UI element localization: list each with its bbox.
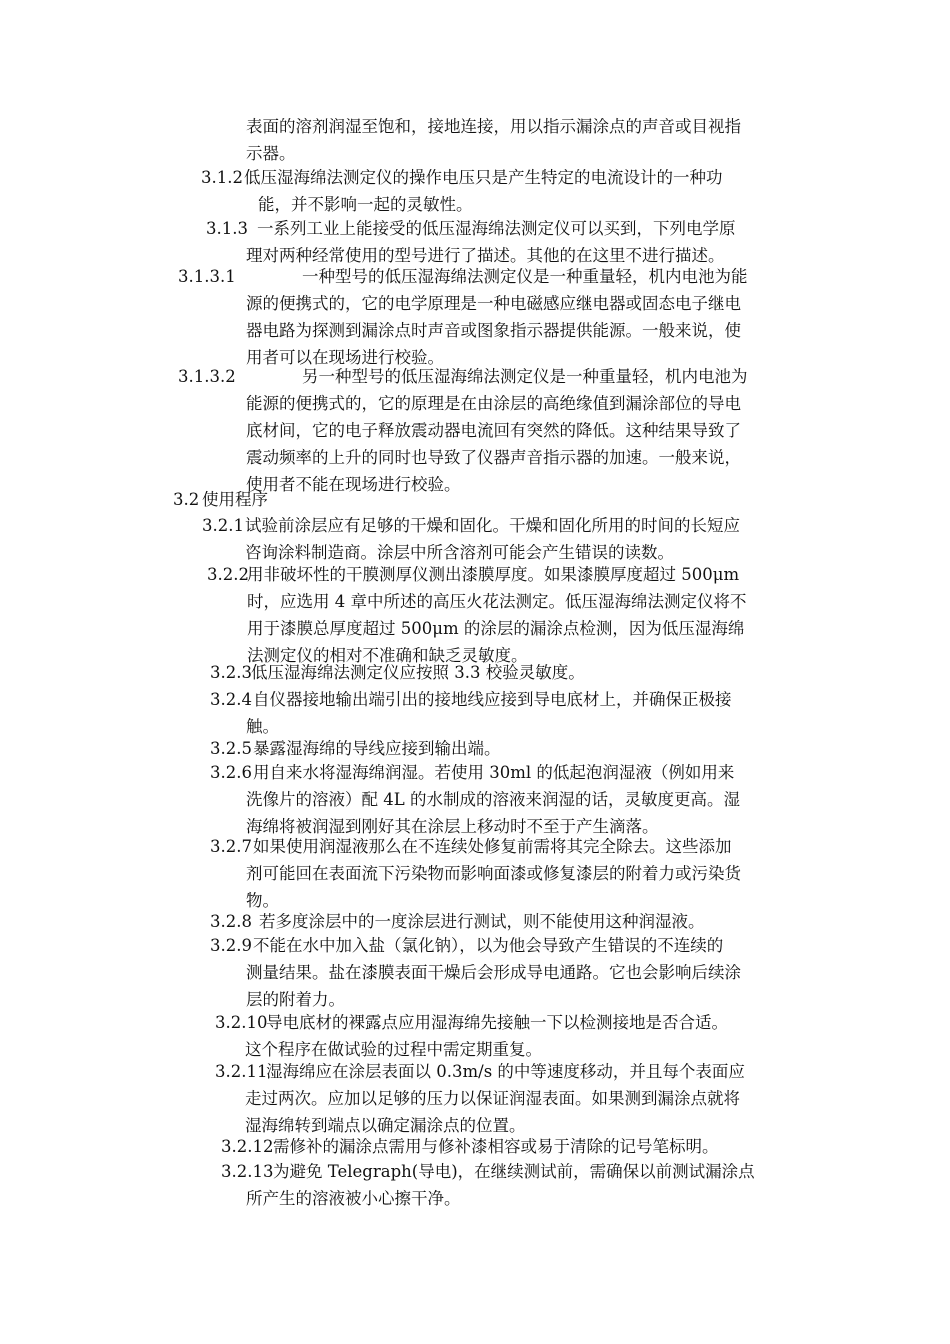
text-line: 法测定仪的相对不准确和缺乏灵敏度。	[247, 646, 528, 665]
text-line: 触。	[246, 717, 279, 736]
text-line: 用非破坏性的干膜测厚仪测出漆膜厚度。如果漆膜厚度超过 500μm	[247, 565, 740, 584]
text-line: 另一种型号的低压湿海绵法测定仪是一种重量轻，机内电池为	[302, 367, 748, 386]
text-line: 低压湿海绵法测定仪的操作电压只是产生特定的电流设计的一种功	[244, 168, 723, 187]
section-number: 3.2.6	[210, 763, 252, 782]
text-line: 理对两种经常使用的型号进行了描述。其他的在这里不进行描述。	[246, 246, 725, 265]
text-line: 一系列工业上能接受的低压湿海绵法测定仪可以买到，下列电学原	[257, 219, 736, 238]
text-line: 如果使用润湿液那么在不连续处修复前需将其完全除去。这些添加	[253, 837, 732, 856]
section-number: 3.2.2	[207, 565, 249, 584]
text-line: 咨询涂料制造商。涂层中所含溶剂可能会产生错误的读数。	[245, 543, 674, 562]
text-line: 底材间，它的电子释放震动器电流回有突然的降低。这种结果导致了	[246, 421, 741, 440]
section-number: 3.2.12	[221, 1137, 274, 1156]
text-line: 一种型号的低压湿海绵法测定仪是一种重量轻，机内电池为能	[302, 267, 748, 286]
text-line: 用者可以在现场进行校验。	[246, 348, 444, 367]
text-line: 用于漆膜总厚度超过 500μm 的涂层的漏涂点检测，因为低压湿海绵	[247, 619, 745, 638]
text-line: 低压湿海绵法测定仪应按照 3.3 校验灵敏度。	[251, 663, 585, 682]
section-title: 使用程序	[202, 490, 268, 509]
section-number: 3.2.3	[210, 663, 252, 682]
text-line: 表面的溶剂润湿至饱和，接地连接，用以指示漏涂点的声音或目视指	[246, 117, 741, 136]
section-number: 3.1.3	[206, 219, 248, 238]
text-line: 洗像片的溶液）配 4L 的水制成的溶液来润湿的话，灵敏度更高。湿	[246, 790, 740, 809]
section-number: 3.2.8	[210, 912, 252, 931]
text-line: 测量结果。盐在漆膜表面干燥后会形成导电通路。它也会影响后续涂	[246, 963, 741, 982]
section-number: 3.2	[173, 490, 200, 509]
text-line: 器电路为探测到漏涂点时声音或图象指示器提供能源。一般来说，使	[246, 321, 741, 340]
text-line: 需修补的漏涂点需用与修补漆相容或易于清除的记号笔标明。	[273, 1137, 719, 1156]
text-line: 海绵将被润湿到刚好其在涂层上移动时不至于产生滴落。	[246, 817, 659, 836]
section-number: 3.1.2	[201, 168, 243, 187]
section-number: 3.2.13	[221, 1162, 274, 1181]
text-line: 时，应选用 4 章中所述的高压火花法测定。低压湿海绵法测定仪将不	[247, 592, 747, 611]
text-line: 暴露湿海绵的导线应接到输出端。	[253, 739, 501, 758]
section-number: 3.2.1	[202, 516, 244, 535]
text-line: 物。	[246, 891, 279, 910]
text-line: 层的附着力。	[246, 990, 345, 1009]
text-line: 源的便携式的，它的电学原理是一种电磁感应继电器或固态电子继电	[246, 294, 741, 313]
text-line: 能源的便携式的，它的原理是在由涂层的高绝缘值到漏涂部位的导电	[246, 394, 741, 413]
text-line: 若多度涂层中的一度涂层进行测试，则不能使用这种润湿液。	[259, 912, 705, 931]
text-line: 自仪器接地输出端引出的接地线应接到导电底材上，并确保正极接	[253, 690, 732, 709]
section-number: 3.2.9	[210, 936, 252, 955]
section-number: 3.1.3.2	[178, 367, 236, 386]
section-number: 3.2.7	[210, 837, 252, 856]
section-number: 3.2.4	[210, 690, 252, 709]
text-line: 不能在水中加入盐（氯化钠），以为他会导致产生错误的不连续的	[253, 936, 724, 955]
text-line: 使用者不能在现场进行校验。	[246, 475, 461, 494]
text-line: 湿海绵转到端点以确定漏涂点的位置。	[245, 1116, 526, 1135]
section-number: 3.2.10	[215, 1013, 268, 1032]
text-line: 震动频率的上升的同时也导致了仪器声音指示器的加速。一般来说，	[246, 448, 741, 467]
text-line: 湿海绵应在涂层表面以 0.3m/s 的中等速度移动，并且每个表面应	[266, 1062, 745, 1081]
text-line: 示器。	[246, 144, 296, 163]
text-line: 为避免 Telegraph(导电)，在继续测试前，需确保以前测试漏涂点	[273, 1162, 755, 1181]
text-line: 用自来水将湿海绵润湿。若使用 30ml 的低起泡润湿液（例如用来	[253, 763, 735, 782]
section-number: 3.1.3.1	[178, 267, 236, 286]
text-line: 能，并不影响一起的灵敏性。	[258, 195, 473, 214]
text-line: 导电底材的裸露点应用湿海绵先接触一下以检测接地是否合适。	[266, 1013, 728, 1032]
text-line: 这个程序在做试验的过程中需定期重复。	[245, 1040, 542, 1059]
text-line: 所产生的溶液被小心擦干净。	[246, 1189, 461, 1208]
section-number: 3.2.11	[215, 1062, 268, 1081]
text-line: 试验前涂层应有足够的干燥和固化。干燥和固化所用的时间的长短应	[245, 516, 740, 535]
text-line: 走过两次。应加以足够的压力以保证润湿表面。如果测到漏涂点就将	[245, 1089, 740, 1108]
section-number: 3.2.5	[210, 739, 252, 758]
text-line: 剂可能回在表面流下污染物而影响面漆或修复漆层的附着力或污染货	[246, 864, 741, 883]
